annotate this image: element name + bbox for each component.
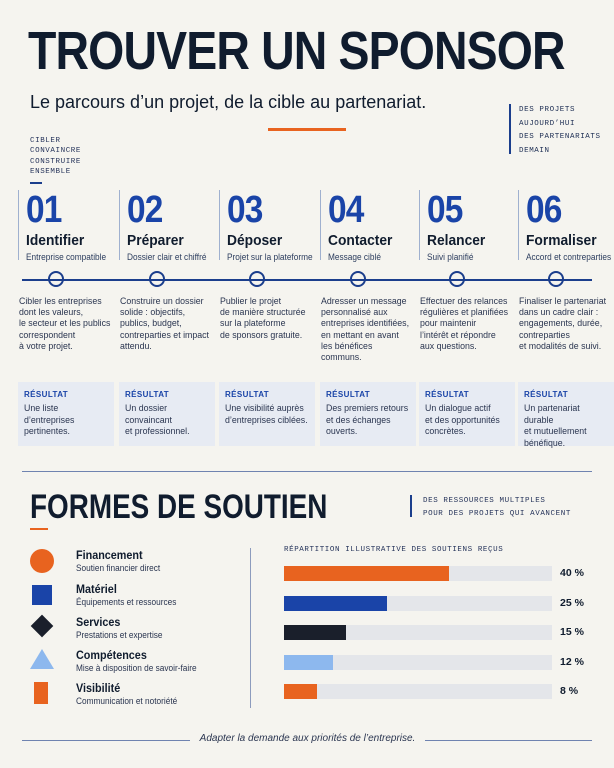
step-description-line: aux questions. xyxy=(420,340,477,351)
legend-subtitle: Prestations et expertise xyxy=(76,630,163,640)
step-separator xyxy=(219,190,220,260)
step-subtitle: Accord et contreparties xyxy=(526,252,612,262)
step-result-box xyxy=(320,382,416,446)
section-divider xyxy=(22,471,592,472)
support-note-bar xyxy=(410,495,412,517)
step-result-line: Un partenariat durable xyxy=(524,403,580,425)
step-result-line: Une liste d’entreprises xyxy=(24,403,75,425)
step-subtitle: Suivi planifié xyxy=(427,252,474,262)
keywords-list xyxy=(30,136,81,177)
bar-value-label: 12 % xyxy=(560,656,584,668)
circle-icon xyxy=(30,549,54,573)
legend-item xyxy=(76,648,207,673)
step-separator xyxy=(419,190,420,260)
step-description-line: pour maintenir xyxy=(420,318,477,329)
legend-title: Services xyxy=(76,615,121,629)
step-separator xyxy=(18,190,19,260)
step-description-line: les bénéfices communs. xyxy=(321,340,373,363)
step-result-box xyxy=(119,382,215,446)
step-description-line: solide : objectifs, xyxy=(120,307,186,318)
step-result-line: et des opportunités xyxy=(425,414,500,425)
legend-title: Visibilité xyxy=(76,681,121,695)
step-description-line: et modalités de suivi. xyxy=(519,340,602,351)
bar-services xyxy=(284,625,346,640)
step-column xyxy=(526,190,614,262)
step-description-line: à votre projet. xyxy=(19,340,73,351)
legend-chart-separator xyxy=(250,548,251,708)
step-result-label: RÉSULTAT xyxy=(225,390,270,399)
step-result-label: RÉSULTAT xyxy=(425,390,470,399)
step-subtitle: Projet sur la plateforme xyxy=(227,252,313,262)
step-description-line: engagements, durée, xyxy=(519,318,603,329)
legend-subtitle: Soutien financier direct xyxy=(76,563,161,573)
step-result-line: d’entreprises ciblées. xyxy=(225,414,308,425)
legend-subtitle: Équipements et ressources xyxy=(76,597,177,607)
step-result-text xyxy=(225,403,311,426)
step-description-line: sur la plateforme xyxy=(220,318,286,329)
step-column xyxy=(26,190,126,262)
step-number: 06 xyxy=(526,189,562,231)
keyword: ENSEMBLE xyxy=(30,167,71,176)
step-subtitle: Dossier clair et chiffré xyxy=(127,252,207,262)
step-number: 04 xyxy=(328,189,364,231)
side-note-bar xyxy=(509,104,511,154)
keyword: CONVAINCRE xyxy=(30,147,82,156)
step-result-line: Une visibilité auprès xyxy=(225,403,304,413)
step-title: Déposer xyxy=(227,232,283,249)
step-title: Relancer xyxy=(427,232,486,249)
bar-track xyxy=(284,625,552,640)
keyword: CIBLER xyxy=(30,137,61,145)
bar-value-label: 8 % xyxy=(560,685,579,697)
legend-subtitle: Mise à disposition de savoir-faire xyxy=(76,663,197,673)
bar-track xyxy=(284,596,552,611)
chart-title: RÉPARTITION ILLUSTRATIVE DES SOUTIENS REÇUS xyxy=(284,546,504,554)
rectangle-icon xyxy=(34,682,48,704)
bar-track xyxy=(284,655,552,670)
step-result-line: et des échanges xyxy=(326,414,391,425)
side-note-line: DES PROJETS xyxy=(519,106,576,114)
step-description-line: personnalisé aux xyxy=(321,307,388,318)
keywords-underline xyxy=(30,182,42,184)
step-subtitle: Entreprise compatible xyxy=(26,252,107,262)
step-description-line: Effectuer des relances xyxy=(420,296,508,306)
keyword: CONSTRUIRE xyxy=(30,157,82,166)
step-number: 03 xyxy=(227,189,263,231)
side-note xyxy=(519,104,601,158)
step-result-text xyxy=(425,403,511,438)
step-column xyxy=(328,190,428,262)
step-result-line: ouverts. xyxy=(326,426,358,437)
step-result-label: RÉSULTAT xyxy=(524,390,569,399)
step-result-label: RÉSULTAT xyxy=(326,390,371,399)
step-description-line: correspondent xyxy=(19,329,76,340)
step-result-label: RÉSULTAT xyxy=(24,390,69,399)
side-note-line: DEMAIN xyxy=(519,146,550,155)
support-note-line: POUR DES PROJETS QUI AVANCENT xyxy=(423,510,571,518)
step-description-line: contreparties xyxy=(519,329,570,340)
legend-item xyxy=(76,681,186,706)
bar-value-label: 40 % xyxy=(560,567,584,579)
step-column xyxy=(427,190,527,262)
step-number: 05 xyxy=(427,189,463,231)
triangle-icon xyxy=(30,649,54,669)
step-subtitle: Message ciblé xyxy=(328,252,381,262)
step-description-line: de manière structurée xyxy=(220,307,306,318)
step-description-line: contreparties et impact xyxy=(120,329,209,340)
step-description-line: dans un cadre clair : xyxy=(519,307,599,318)
step-description-line: le secteur et les publics xyxy=(19,318,111,329)
footer-line-left xyxy=(22,740,190,741)
step-separator xyxy=(119,190,120,260)
diamond-icon xyxy=(31,615,54,638)
step-result-line: pertinentes. xyxy=(24,426,70,437)
legend-item xyxy=(76,615,170,640)
step-result-line: Des premiers retours xyxy=(326,403,409,413)
page-title: TROUVER UN SPONSOR xyxy=(28,21,565,81)
step-description xyxy=(19,296,111,352)
bar-track xyxy=(284,566,552,581)
step-description-line: publics, budget, xyxy=(120,318,182,329)
step-number: 02 xyxy=(127,189,163,231)
step-description-line: Finaliser le partenariat xyxy=(519,296,607,306)
title-accent-line xyxy=(268,128,346,131)
step-result-line: bénéfique. xyxy=(524,437,566,448)
step-separator xyxy=(518,190,519,260)
legend-title: Matériel xyxy=(76,582,117,596)
step-description-line: de sponsors gratuite. xyxy=(220,329,303,340)
step-title: Formaliser xyxy=(526,232,597,249)
square-icon xyxy=(32,585,52,605)
step-separator xyxy=(320,190,321,260)
legend-item xyxy=(76,548,168,573)
step-title: Identifier xyxy=(26,232,85,249)
bar-financement xyxy=(284,566,449,581)
step-description xyxy=(220,296,312,341)
support-title-underline xyxy=(30,528,48,530)
step-result-box xyxy=(219,382,315,446)
step-description-line: Cibler les entreprises xyxy=(19,296,102,306)
step-description-line: Adresser un message xyxy=(321,296,407,306)
footer-text: Adapter la demande aux priorités de l’entreprise. xyxy=(199,733,416,744)
step-description xyxy=(120,296,212,352)
step-title: Contacter xyxy=(328,232,393,249)
step-result-box xyxy=(18,382,114,446)
page-subtitle: Le parcours d’un projet, de la cible au partenariat. xyxy=(30,92,427,112)
side-note-line: DES PARTENARIATS xyxy=(519,133,601,141)
legend-item xyxy=(76,582,185,607)
step-title: Préparer xyxy=(127,232,184,249)
step-description-line: en mettant en avant xyxy=(321,329,399,340)
step-result-line: Un dossier convaincant xyxy=(125,403,172,425)
step-result-text xyxy=(125,403,211,438)
step-column xyxy=(127,190,227,262)
bar-compétences xyxy=(284,655,333,670)
legend-title: Financement xyxy=(76,548,143,562)
step-result-line: et professionnel. xyxy=(125,426,190,437)
step-column xyxy=(227,190,327,262)
step-result-line: concrètes. xyxy=(425,426,466,437)
bar-value-label: 25 % xyxy=(560,597,584,609)
bar-track xyxy=(284,684,552,699)
legend-title: Compétences xyxy=(76,648,147,662)
legend-subtitle: Communication et notoriété xyxy=(76,696,178,706)
step-result-box xyxy=(518,382,614,446)
step-number: 01 xyxy=(26,189,62,231)
step-result-box xyxy=(419,382,515,446)
footer-line-right xyxy=(425,740,592,741)
step-description-line: attendu. xyxy=(120,340,152,351)
step-description xyxy=(321,296,413,363)
step-result-text xyxy=(524,403,610,449)
support-note-line: DES RESSOURCES MULTIPLES xyxy=(423,497,546,505)
step-description-line: régulières et planifiées xyxy=(420,307,509,318)
step-description-line: Construire un dossier xyxy=(120,296,204,306)
step-result-line: et mutuellement xyxy=(524,426,587,437)
support-title: FORMES DE SOUTIEN xyxy=(30,488,328,526)
side-note-line: AUJOURD’HUI xyxy=(519,119,576,128)
step-description-line: dont les valeurs, xyxy=(19,307,84,318)
step-description-line: entreprises identifiées, xyxy=(321,318,410,329)
step-result-text xyxy=(24,403,110,438)
bar-visibilité xyxy=(284,684,317,699)
bar-value-label: 15 % xyxy=(560,626,584,638)
support-note xyxy=(423,495,571,521)
step-description xyxy=(420,296,512,352)
step-result-label: RÉSULTAT xyxy=(125,390,170,399)
timeline-line xyxy=(22,279,592,281)
step-description xyxy=(519,296,611,352)
step-description-line: Publier le projet xyxy=(220,296,282,306)
step-result-text xyxy=(326,403,412,438)
bar-matériel xyxy=(284,596,387,611)
step-description-line: l’intérêt et répondre xyxy=(420,329,496,340)
step-result-line: Un dialogue actif xyxy=(425,403,491,413)
